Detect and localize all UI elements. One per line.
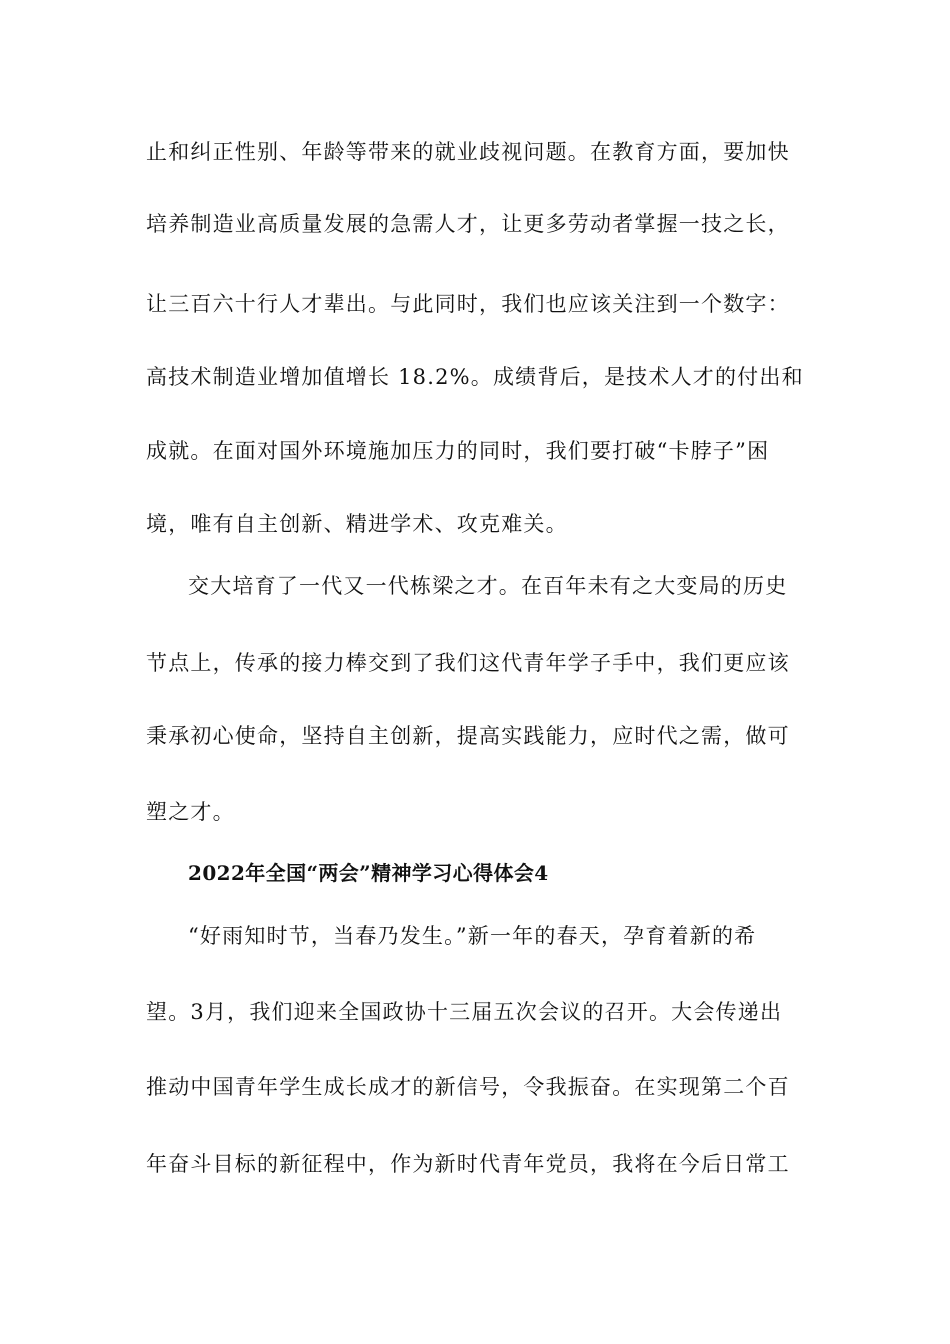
- paragraph-1-line-3: 让三百六十行人才辈出。与此同时，我们也应该关注到一个数字：: [146, 292, 790, 316]
- paragraph-1-line-6: 境，唯有自主创新、精进学术、攻克难关。: [146, 512, 568, 536]
- paragraph-2-line-4: 塑之才。: [146, 800, 235, 824]
- paragraph-1-line-1: 止和纠正性别、年龄等带来的就业歧视问题。在教育方面，要加快: [146, 140, 790, 164]
- paragraph-2-line-3: 秉承初心使命，坚持自主创新，提高实践能力，应时代之需，做可: [146, 724, 790, 748]
- paragraph-1-line-4: 高技术制造业增加值增长 18.2%。成绩背后，是技术人才的付出和: [146, 365, 804, 389]
- paragraph-2-line-2: 节点上，传承的接力棒交到了我们这代青年学子手中，我们更应该: [146, 651, 790, 675]
- paragraph-1-line-5: 成就。在面对国外环境施加压力的同时，我们要打破“卡脖子”困: [146, 439, 770, 463]
- section-heading: 2022年全国“两会”精神学习心得体会4: [188, 861, 549, 885]
- paragraph-2-line-1: 交大培育了一代又一代栋梁之才。在百年未有之大变局的历史: [188, 574, 788, 598]
- paragraph-3-line-3: 推动中国青年学生成长成才的新信号，令我振奋。在实现第二个百: [146, 1075, 790, 1099]
- paragraph-3-line-1: “好雨知时节，当春乃发生。”新一年的春天，孕育着新的希: [188, 924, 757, 948]
- paragraph-3-line-2: 望。3月，我们迎来全国政协十三届五次会议的召开。大会传递出: [146, 1000, 783, 1024]
- paragraph-3-line-4: 年奋斗目标的新征程中，作为新时代青年党员，我将在今后日常工: [146, 1152, 790, 1176]
- paragraph-1-line-2: 培养制造业高质量发展的急需人才，让更多劳动者掌握一技之长，: [146, 212, 790, 236]
